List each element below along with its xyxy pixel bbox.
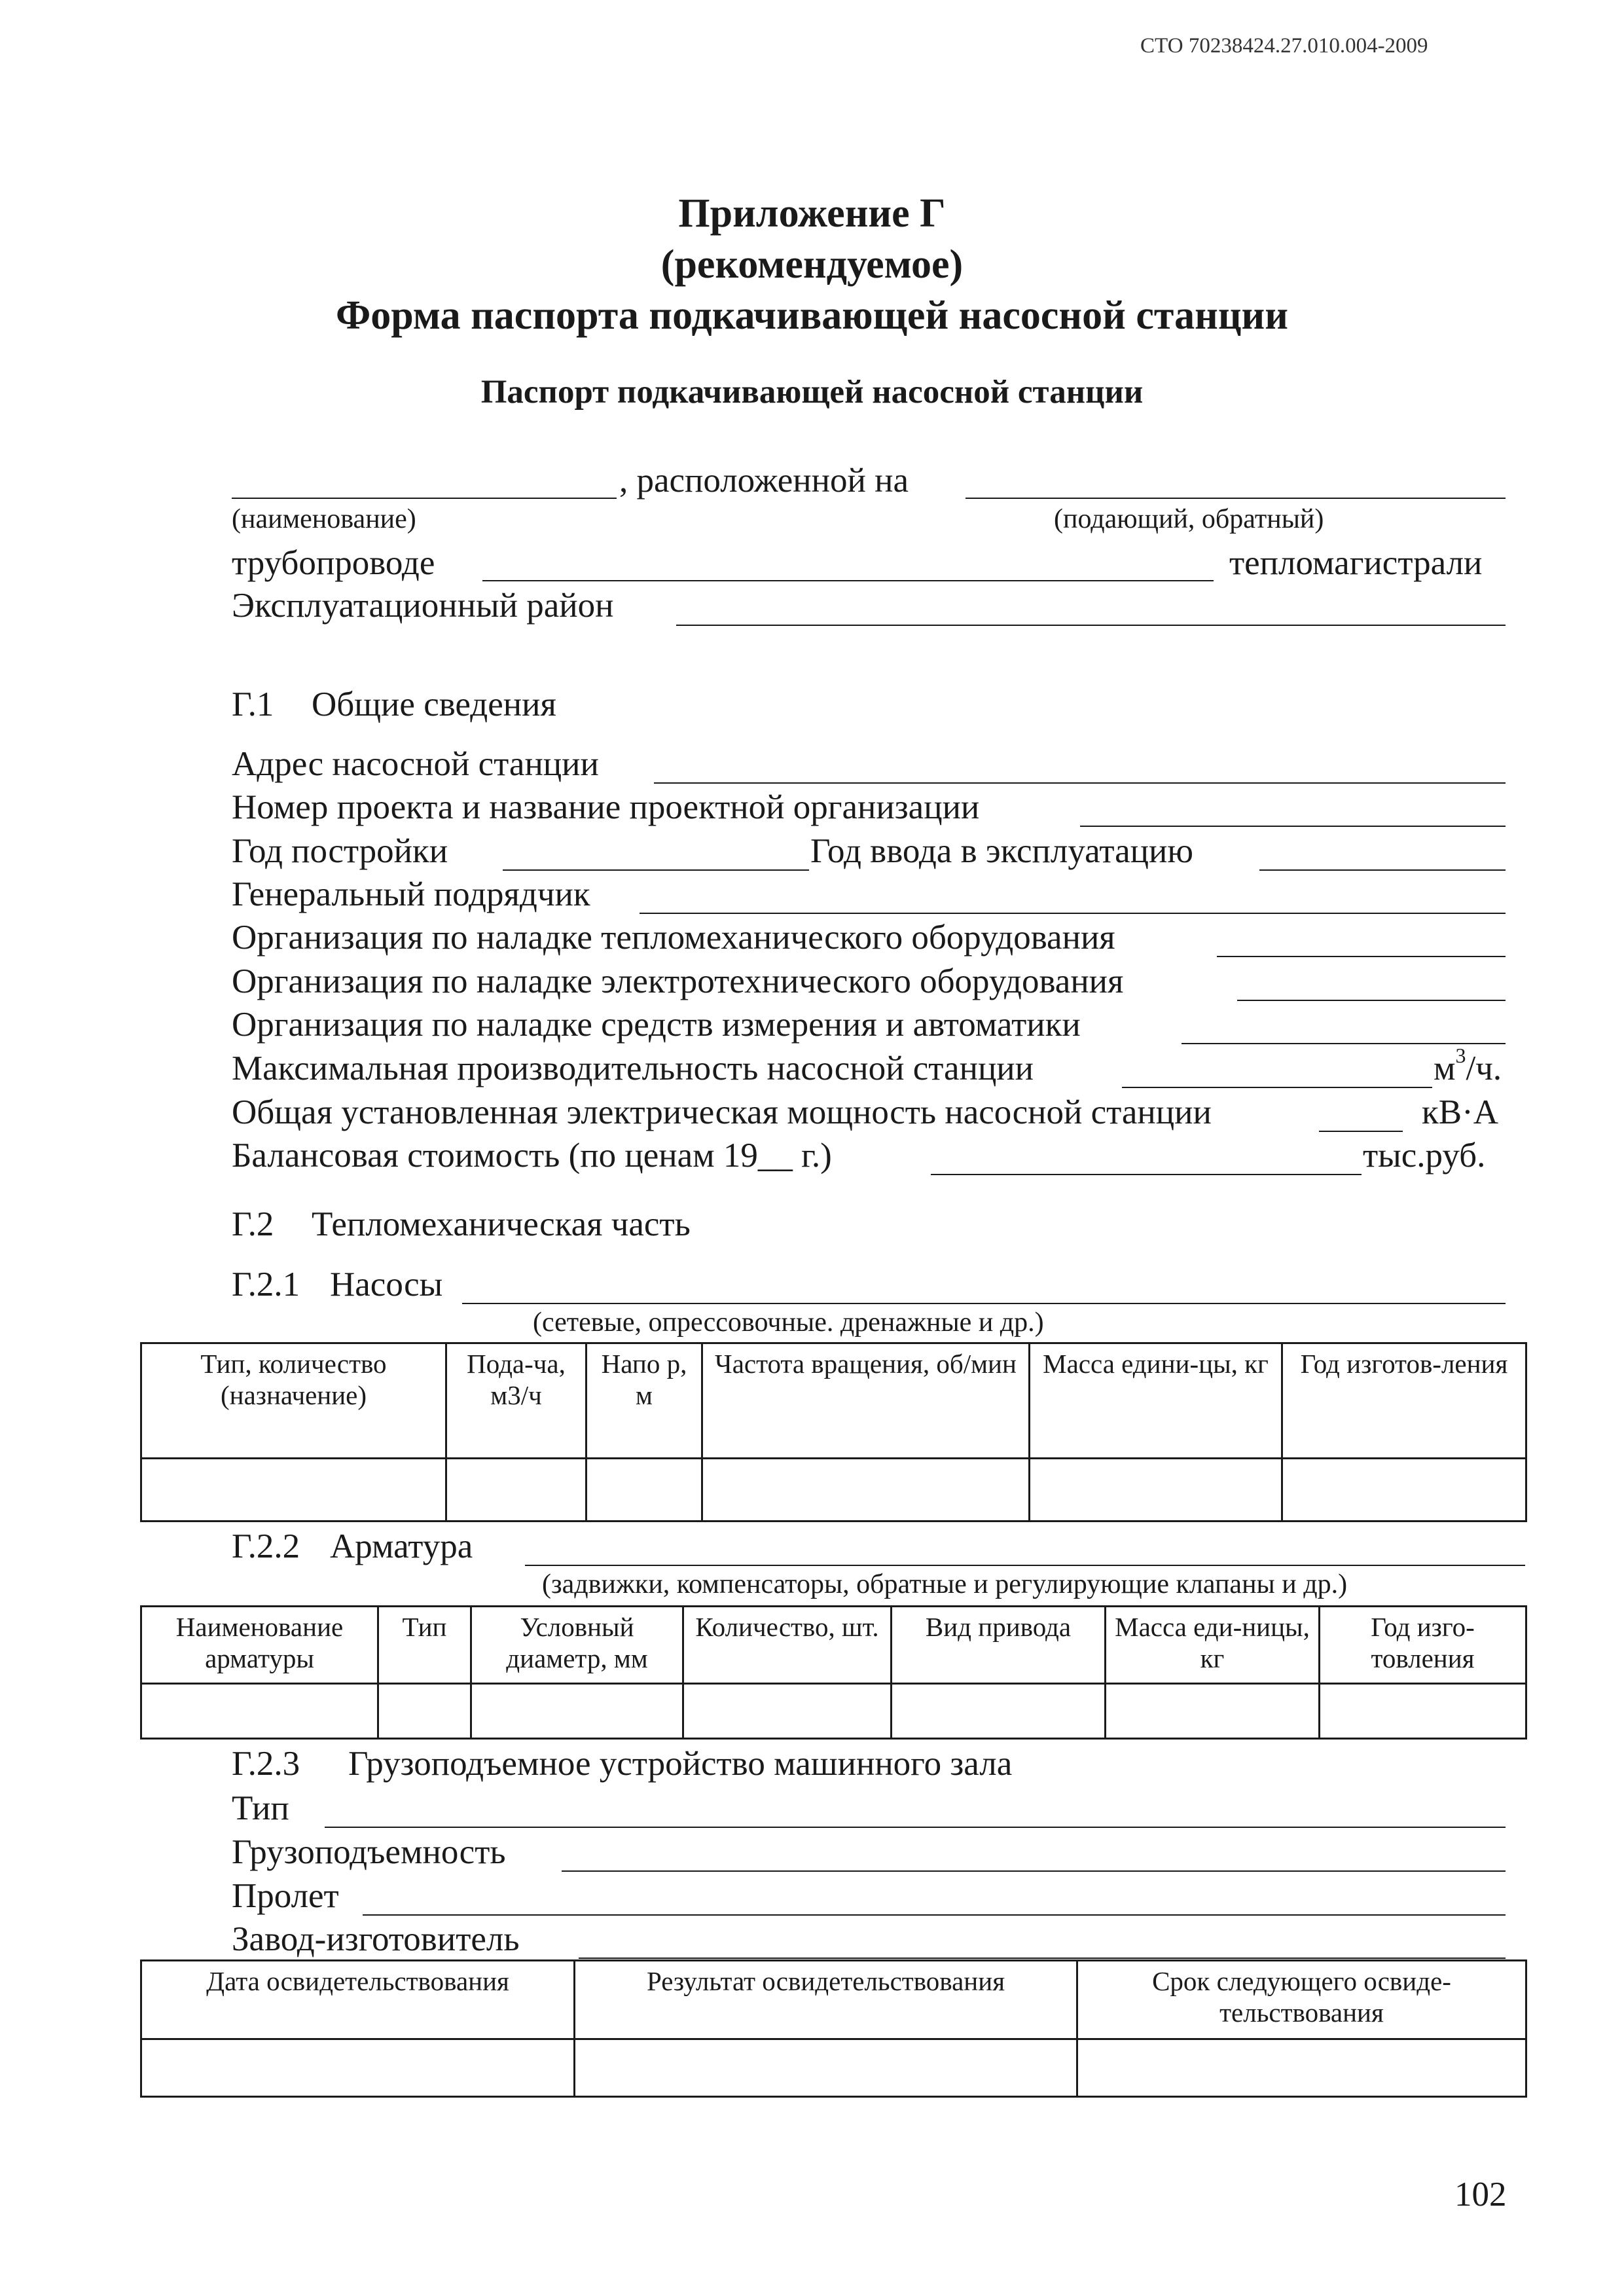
pumps-col-speed: Частота вращения, об/мин — [702, 1343, 1030, 1459]
table-cell[interactable] — [141, 1459, 446, 1522]
inspection-col-result: Результат освидетельствования — [575, 1961, 1077, 2039]
pumps-hint: (сетевые, опрессовочные. дренажные и др.) — [533, 1307, 1044, 1338]
fittings-col-diameter: Условный диаметр, мм — [471, 1607, 683, 1684]
inspection-entry-row — [141, 2039, 1526, 2097]
passport-title: Паспорт подкачивающей насосной станции — [480, 374, 1144, 410]
fittings-table — [140, 1605, 1527, 1740]
org-automation-label: Организация по наладке средств измерения и автоматики — [232, 1006, 1081, 1044]
pipeline-type-hint: (подающий, обратный) — [1054, 504, 1324, 534]
fittings-col-mass: Масса еди-ницы, кг — [1106, 1607, 1320, 1684]
table-cell[interactable] — [575, 2039, 1077, 2097]
pumps-col-head: Напо р, м — [586, 1343, 702, 1459]
section-g1-title: Общие сведения — [312, 685, 556, 723]
fittings-hint: (задвижки, компенсаторы, обратные и регулирующие клапаны и др.) — [542, 1569, 1348, 1599]
crane-span-label: Пролет — [232, 1877, 339, 1915]
district-field[interactable] — [676, 625, 1506, 626]
table-cell[interactable] — [141, 2039, 575, 2097]
commission-year-label: Год ввода в эксплуатацию — [810, 832, 1193, 870]
pumps-col-year: Год изготов-ления — [1282, 1343, 1526, 1459]
cost-unit: тыс.руб. — [1363, 1137, 1486, 1175]
power-label: Общая установленная электрическая мощность насосной станции — [232, 1093, 1212, 1131]
crane-capacity-label: Грузоподъемность — [232, 1833, 506, 1871]
document-code: СТО 70238424.27.010.004-2009 — [1140, 34, 1428, 58]
power-unit: кВ·А — [1422, 1093, 1499, 1131]
pumps-header-row — [141, 1343, 1526, 1459]
fittings-header-row — [141, 1607, 1526, 1684]
table-cell[interactable] — [1320, 1684, 1526, 1739]
table-cell[interactable] — [892, 1684, 1106, 1739]
located-on-label: , расположенной на — [619, 462, 909, 500]
max-capacity-field[interactable] — [1122, 1087, 1432, 1088]
fittings-field[interactable] — [525, 1565, 1525, 1566]
section-g23-number: Г.2.3 — [232, 1745, 300, 1783]
fittings-col-quantity: Количество, шт. — [683, 1607, 892, 1684]
section-g2-title: Тепломеханическая часть — [312, 1205, 691, 1243]
district-label: Эксплуатационный район — [232, 587, 614, 625]
inspection-col-next: Срок следующего освиде-тельствования — [1077, 1961, 1526, 2039]
fittings-col-year: Год изго-товления — [1320, 1607, 1526, 1684]
table-cell[interactable] — [1106, 1684, 1320, 1739]
table-cell[interactable] — [1030, 1459, 1282, 1522]
table-cell[interactable] — [378, 1684, 471, 1739]
pumps-col-flow: Пода-ча, м3/ч — [446, 1343, 586, 1459]
address-label: Адрес насосной станции — [232, 745, 599, 783]
table-cell[interactable] — [586, 1459, 702, 1522]
pipeline-type-field[interactable] — [965, 498, 1506, 499]
name-hint: (наименование) — [232, 504, 416, 534]
pipeline-label: трубопроводе — [232, 544, 435, 582]
mains-label: тепломагистрали — [1229, 544, 1483, 582]
contractor-field[interactable] — [640, 913, 1506, 914]
org-thermal-label: Организация по наладке тепломеханического оборудования — [232, 919, 1115, 957]
fittings-label: Арматура — [330, 1527, 473, 1565]
fittings-col-type: Тип — [378, 1607, 471, 1684]
crane-title: Грузоподъемное устройство машинного зала — [348, 1745, 1013, 1783]
appendix-title: Приложение Г — [678, 191, 946, 236]
inspection-col-date: Дата освидетельствования — [141, 1961, 575, 2039]
fittings-entry-row — [141, 1684, 1526, 1739]
project-label: Номер проекта и название проектной организации — [232, 788, 980, 826]
org-electric-field[interactable] — [1237, 1000, 1506, 1001]
max-capacity-unit: $м^3/ч$. — [1434, 1044, 1502, 1087]
station-name-field[interactable] — [232, 498, 617, 499]
cost-label: Балансовая стоимость (по ценам 19__ г.) — [232, 1137, 832, 1175]
max-capacity-label: Максимальная производительность насосной станции — [232, 1049, 1034, 1087]
form-title: Форма паспорта подкачивающей насосной станции — [335, 293, 1288, 338]
pipeline-field[interactable] — [482, 580, 1214, 581]
crane-capacity-field[interactable] — [562, 1870, 1506, 1872]
table-cell[interactable] — [446, 1459, 586, 1522]
crane-maker-label: Завод-изготовитель — [232, 1920, 520, 1958]
pumps-entry-row — [141, 1459, 1526, 1522]
built-year-label: Год постройки — [232, 832, 448, 870]
pumps-col-type: Тип, количество (назначение) — [141, 1343, 446, 1459]
fittings-col-name: Наименование арматуры — [141, 1607, 378, 1684]
section-g22-number: Г.2.2 — [232, 1527, 300, 1565]
cost-field[interactable] — [931, 1174, 1362, 1175]
power-field[interactable] — [1319, 1131, 1403, 1132]
contractor-label: Генеральный подрядчик — [232, 875, 590, 913]
crane-type-label: Тип — [232, 1789, 289, 1827]
pumps-table — [140, 1342, 1527, 1522]
section-g2-number: Г.2 — [232, 1205, 274, 1243]
table-cell[interactable] — [471, 1684, 683, 1739]
pumps-field[interactable] — [462, 1303, 1506, 1304]
crane-maker-field[interactable] — [579, 1958, 1506, 1959]
org-electric-label: Организация по наладке электротехнического оборудования — [232, 962, 1124, 1000]
section-g21-number: Г.2.1 — [232, 1266, 300, 1303]
table-cell[interactable] — [1077, 2039, 1526, 2097]
page-number: 102 — [1454, 2176, 1507, 2214]
section-g1-number: Г.1 — [232, 685, 274, 723]
address-field[interactable] — [654, 782, 1506, 784]
project-field[interactable] — [1080, 826, 1506, 827]
crane-span-field[interactable] — [363, 1914, 1506, 1916]
inspection-table — [140, 1959, 1527, 2098]
table-cell[interactable] — [683, 1684, 892, 1739]
inspection-header-row — [141, 1961, 1526, 2039]
crane-type-field[interactable] — [325, 1827, 1506, 1828]
table-cell[interactable] — [702, 1459, 1030, 1522]
appendix-status: (рекомендуемое) — [660, 242, 964, 287]
built-year-field[interactable] — [503, 869, 809, 871]
fittings-col-drive: Вид привода — [892, 1607, 1106, 1684]
commission-year-field[interactable] — [1259, 869, 1506, 871]
org-thermal-field[interactable] — [1217, 956, 1506, 957]
table-cell[interactable] — [141, 1684, 378, 1739]
pumps-label: Насосы — [330, 1266, 443, 1303]
table-cell[interactable] — [1282, 1459, 1526, 1522]
pumps-col-mass: Масса едини-цы, кг — [1030, 1343, 1282, 1459]
